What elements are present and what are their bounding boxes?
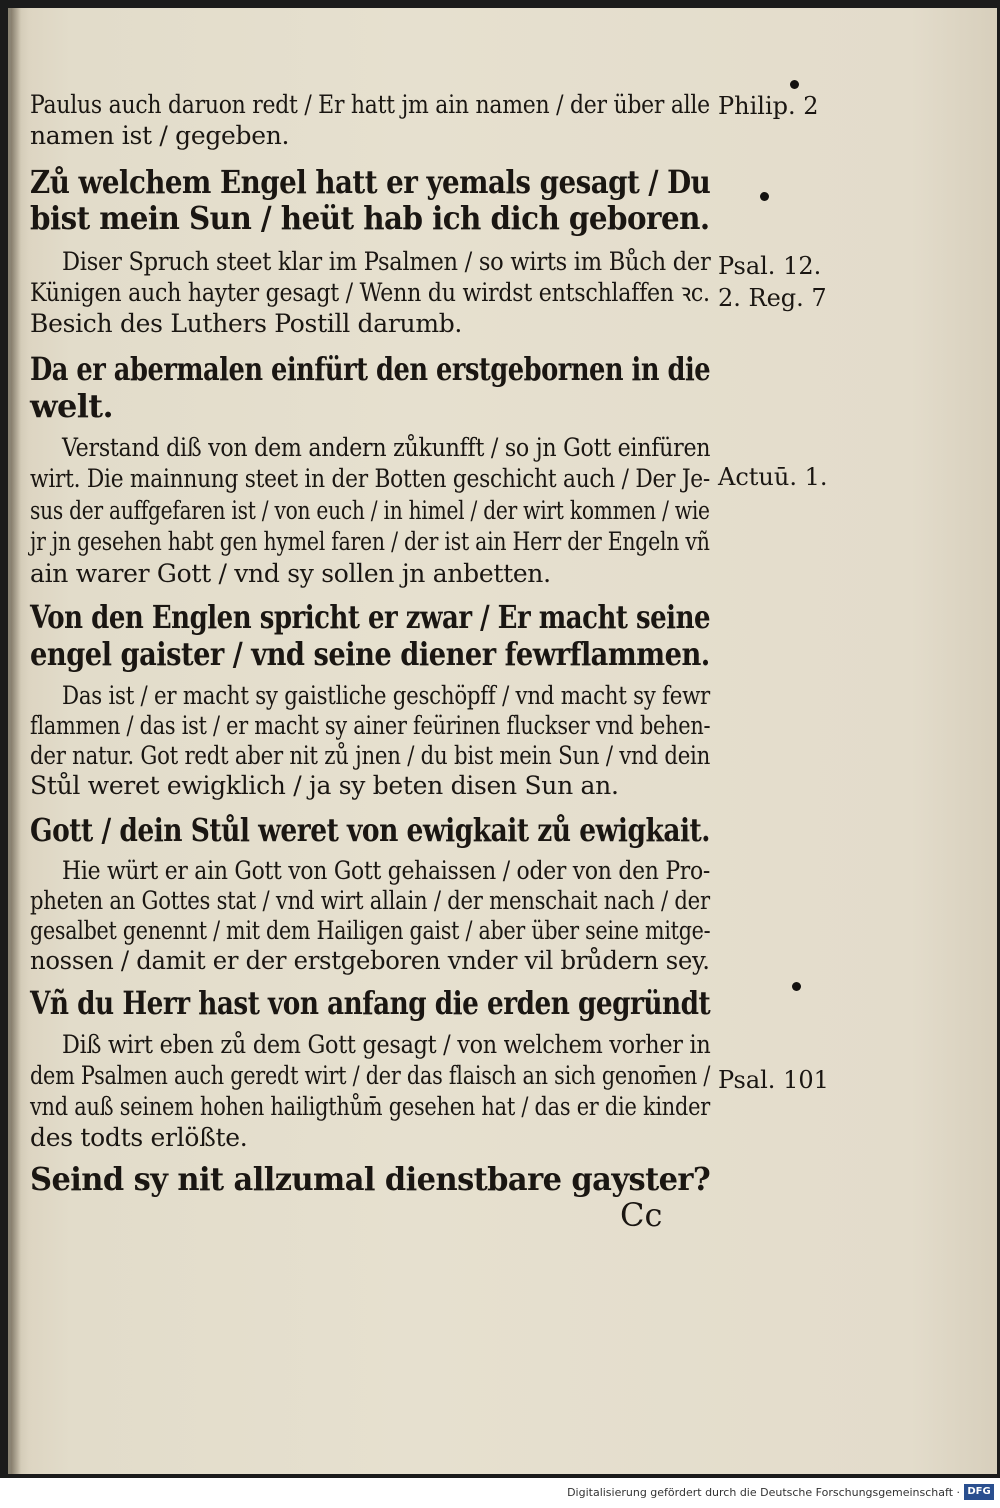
text-line-2: namen ist / gegeben. [30, 121, 290, 150]
text-line-4: Künigen auch hayter gesagt / Wenn du wirdst entschlaffen ꝛc. [30, 278, 710, 307]
text-line-20: dem Psalmen auch geredt wirt / der das flaisch an sich genom̄en / [30, 1061, 711, 1090]
heading-line-8: Vñ du Herr hast von anfang die erden gegründt [30, 984, 711, 1022]
margin-note-psal-12: Psal. 12. [718, 252, 822, 280]
dfg-logo: DFG [964, 1484, 994, 1500]
text-line-17: gesalbet genennt / mit dem Hailigen gaist / aber über seine mitge- [30, 916, 711, 945]
text-line-6: Verstand diß von dem andern zůkunfft / so jn Gott einfüren [62, 433, 711, 462]
heading-line-1: Zů welchem Engel hatt er yemals gesagt / Du [30, 163, 711, 201]
heading-line-4: welt. [30, 387, 113, 425]
footer-credit: Digitalisierung gefördert durch die Deutsche Forschungsgemeinschaft · [567, 1486, 960, 1499]
margin-note-psal-101: Psal. 101 [718, 1066, 829, 1094]
text-line-16: pheten an Gottes stat / vnd wirt allain / der menschait nach / der [30, 886, 710, 915]
text-line-13: der natur. Got redt aber nit zů jnen / du bist mein Sun / vnd dein [30, 741, 711, 770]
text-line-11: Das ist / er macht sy gaistliche geschöpff / vnd macht sy fewr [62, 681, 710, 710]
text-line-19: Diß wirt eben zů dem Gott gesagt / von welchem vorher in [62, 1030, 711, 1059]
text-line-22: des todts erlößte. [30, 1123, 248, 1152]
text-line-10: ain warer Gott / vnd sy sollen jn anbetten. [30, 559, 551, 588]
text-line-8: sus der auffgefaren ist / von euch / in himel / der wirt kommen / wie [30, 496, 710, 525]
heading-line-9: Seind sy nit allzumal dienstbare gayster? [30, 1160, 711, 1198]
page-spine-shadow [11, 8, 21, 1474]
footer-bar [0, 1478, 1000, 1508]
text-line-14: Stůl weret ewigklich / ja sy beten disen Sun an. [30, 771, 619, 800]
heading-line-3: Da er abermalen einfürt den erstgebornen in die [30, 350, 711, 388]
text-line-15: Hie würt er ain Gott von Gott gehaissen / oder von den Pro- [62, 856, 711, 885]
text-line-21: vnd auß seinem hohen hailigthům̄ gesehen hat / das er die kinder [30, 1092, 710, 1121]
text-line-12: flammen / das ist / er macht sy ainer feürinen fluckser vnd behen- [30, 711, 711, 740]
text-line-3: Diser Spruch steet klar im Psalmen / so wirts im Bůch der [62, 247, 711, 276]
heading-line-5: Von den Englen spricht er zwar / Er macht seine [30, 598, 711, 636]
margin-bullet-icon [792, 982, 801, 991]
text-line-5: Besich des Luthers Postill darumb. [30, 309, 463, 338]
margin-note-actuum: Actuū. 1. [718, 463, 828, 491]
text-line-1: Paulus auch daruon redt / Er hatt jm ain namen / der über alle [30, 90, 710, 119]
text-line-9: jr jn gesehen habt gen hymel faren / der ist ain Herr der Engeln vñ [30, 527, 710, 556]
text-line-7: wirt. Die mainnung steet in der Botten geschicht auch / Der Je- [30, 464, 710, 493]
text-line-18: nossen / damit er der erstgeboren vnder vil brůdern sey. [30, 946, 710, 975]
heading-line-6: engel gaister / vnd seine diener fewrflammen. [30, 635, 710, 673]
heading-line-7: Gott / dein Stůl weret von ewigkait zů ewigkait. [30, 811, 711, 849]
margin-bullet-icon [760, 192, 769, 201]
margin-note-2-reg: 2. Reg. 7 [718, 284, 827, 312]
margin-bullet-icon [790, 80, 799, 89]
margin-note-philip: Philip. 2 [718, 92, 819, 120]
signature-mark: Cc [620, 1196, 663, 1234]
heading-line-2: bist mein Sun / heüt hab ich dich geboren. [30, 199, 710, 237]
